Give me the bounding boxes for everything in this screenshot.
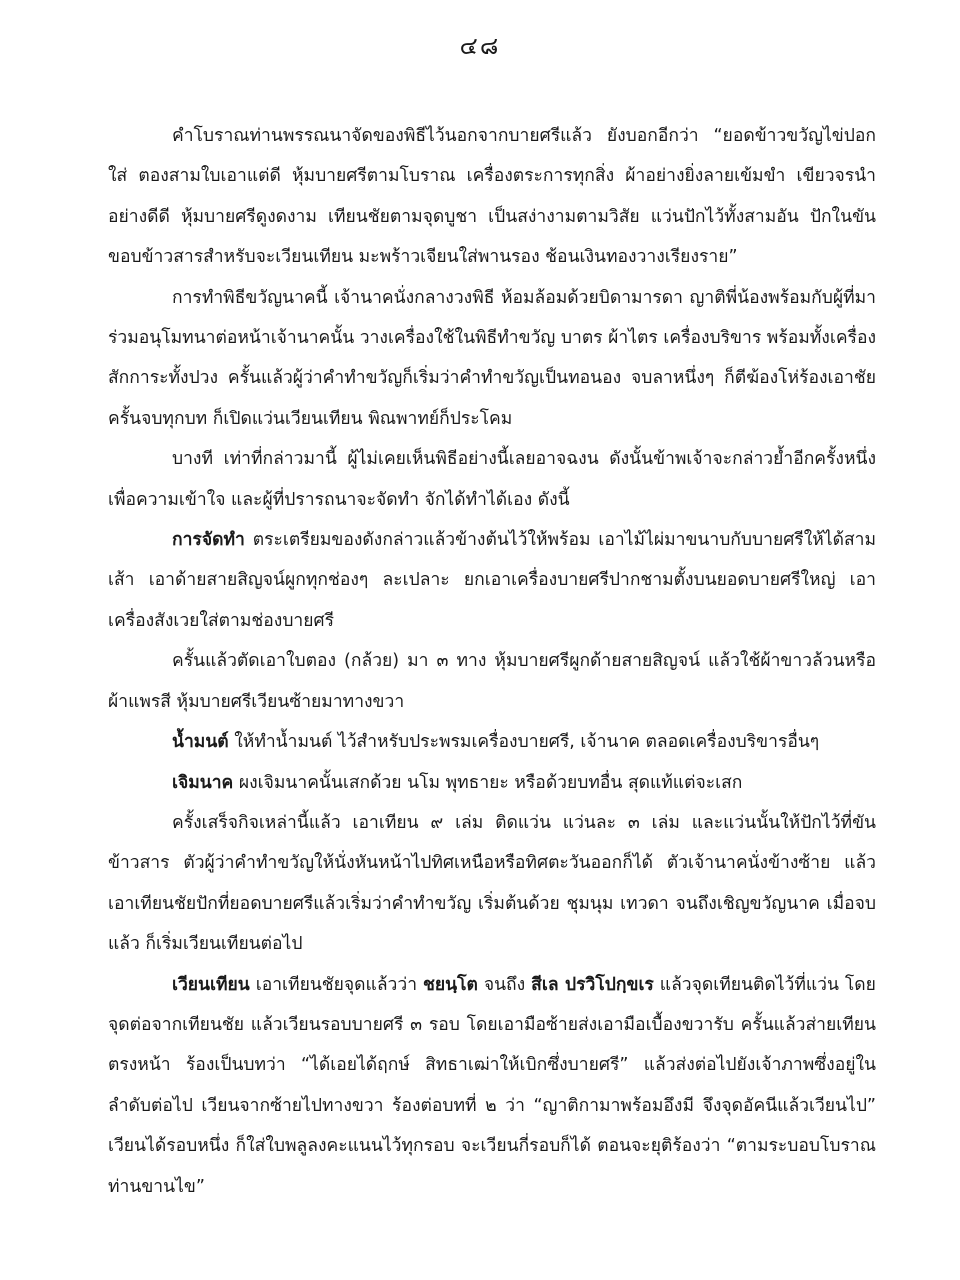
candle-circling-text: แล้วจุดเทียนติดไว้ที่แว่น โดยจุดต่อจากเทียนชัย แล้วเวียนรอบบายศรี ๓ รอบ โดยเอามือซ้ายส่งเอามือเบื้องขวารับ ครั้นแล้วส่ายเทียนตรงหน้า ร้องเป็นบทว่า “ได้เอยได้ฤกษ์ สิทธาเฒ่าให้เบิกซึ่งบายศรี” แล้วส่งต่อไปยังเจ้าภาพซึ่งอยู่ในลำดับต่อไป เวียนจากซ้ายไปทางขวา ร้องต่อบทที่ ๒ ว่า “ญาติกามาพร้อมอึงมี จึงจุดอัคนีแล้วเวียนไป” เวียนได้รอบหนึ่ง ก็ใส่ใบพลูลงคะแนนไว้ทุกรอบ จะเวียนกี่รอบก็ได้ ตอนจะยุติร้องว่า “ตามระบอบโบราณท่านขานไข” (108, 974, 876, 1197)
paragraph-anointing (108, 763, 876, 803)
candle-circling-intro: เอาเทียนชัยจุดแล้วว่า (255, 974, 418, 995)
paragraph-holy-water (108, 722, 876, 762)
paragraph-reiteration: บางที เท่าที่กล่าวมานี้ ผู้ไม่เคยเห็นพิธีอย่างนี้เลยอาจฉงน ดังนั้นข้าพเจ้าจะกล่าวย้ำอีกครั้งหนึ่ง เพื่อความเข้าใจ และผู้ที่ปรารถนาจะจัดทำ จักได้ทำได้เอง ดังนี้ (108, 449, 876, 510)
paragraph-ceremony-procedure: การทำพิธีขวัญนาคนี้ เจ้านาคนั่งกลางวงพิธี ห้อมล้อมด้วยบิดามารดา ญาติพี่น้องพร้อมกับผู้ที่มาร่วมอนุโมทนาต่อหน้าเจ้านาคนั้น วางเครื่องใช้ในพิธีทำขวัญ บาตร ผ้าไตร เครื่องบริขาร พร้อมทั้งเครื่องสักการะทั้งปวง ครั้นแล้วผู้ว่าคำทำขวัญก็เริ่มว่าคำทำขวัญเป็นทอนอง จบลาหนึ่งๆ ก็ตีฆ้องโห่ร้องเอาชัย ครั้นจบทุกบท ก็เปิดแว่นเวียนเทียน พิณพาทย์ก็ประโคม (108, 287, 876, 429)
chant-jayanto: ชยนฺโต (423, 974, 478, 995)
page-number: ๔๘ (459, 32, 501, 60)
preparation-text: ตระเตรียมของดังกล่าวแล้วข้างต้นไว้ให้พร้อม เอาไม้ไผ่มาขนาบกับบายศรีให้ได้สามเส้า เอาด้ายสายสิญจน์ผูกทุกช่องๆ ละเปลาะ ยกเอาเครื่องบายศรีปากชามตั้งบนยอดบายศรีใหญ่ เอาเครื่องสังเวยใส่ตามช่องบายศรี (108, 530, 876, 631)
chant-sile: สีเล ปรวิโปกฺขเร (531, 974, 654, 995)
heading-anointing: เจิมนาค (172, 772, 234, 793)
body-text (108, 116, 876, 1207)
heading-candle-circling: เวียนเทียน (172, 974, 250, 995)
holy-water-text: ให้ทำน้ำมนต์ ไว้สำหรับประพรมเครื่องบายศรี, เจ้านาค ตลอดเครื่องบริขารอื่นๆ (234, 732, 820, 753)
paragraph-candle-circling (108, 965, 876, 1207)
heading-holy-water: น้ำมนต์ (172, 732, 229, 753)
paragraph-preparation (108, 520, 876, 641)
paragraph-offering-description: คำโบราณท่านพรรณนาจัดของพิธีไว้นอกจากบายศรีแล้ว ยังบอกอีกว่า “ยอดข้าวขวัญไข่ปอกใส่ ตองสามใบเอาแต่ดี หุ้มบายศรีตามโบราณ เครื่องตระการทุกสิ่ง ผ้าอย่างยิ่งลายเข้มขำ เขียวจรนำอย่างดีดี หุ้มบายศรีดูงดงาม เทียนชัยตามจุดบูชา เป็นสง่างามตามวิสัย แว่นปักไว้ทั้งสามอัน ปักในขันขอบข้าวสารสำหรับจะเวียนเทียน มะพร้าวเจียนใส่พานรอง ช้อนเงินทองวางเรียงราย” (108, 126, 876, 268)
paragraph-candles: ครั้งเสร็จกิจเหล่านี้แล้ว เอาเทียน ๙ เล่ม ติดแว่น แว่นละ ๓ เล่ม และแว่นนั้นให้ปักไว้ที่ขันข้าวสาร ตัวผู้ว่าคำทำขวัญให้นั่งหันหน้าไปทิศเหนือหรือทิศตะวันออกก็ได้ ตัวเจ้านาคนั่งข้างซ้าย แล้วเอาเทียนชัยปักที่ยอดบายศรีแล้วเริ่มว่าคำทำขวัญ เริ่มต้นด้วย ชุมนุม เทวดา จนถึงเชิญขวัญนาค เมื่อจบแล้ว ก็เริ่มเวียนเทียนต่อไป (108, 812, 876, 955)
candle-circling-until: จนถึง (483, 974, 526, 995)
paragraph-banana-leaf: ครั้นแล้วตัดเอาใบตอง (กล้วย) มา ๓ ทาง หุ้มบายศรีผูกด้ายสายสิญจน์ แล้วใช้ผ้าขาวล้วนหรือผ้าแพรสี หุ้มบายศรีเวียนซ้ายมาทางขวา (108, 651, 876, 712)
heading-preparation: การจัดทำ (172, 530, 245, 551)
anointing-text: ผงเจิมนาคนั้นเสกด้วย นโม พุทธายะ หรือด้วยบทอื่น สุดแท้แต่จะเสก (238, 772, 743, 793)
